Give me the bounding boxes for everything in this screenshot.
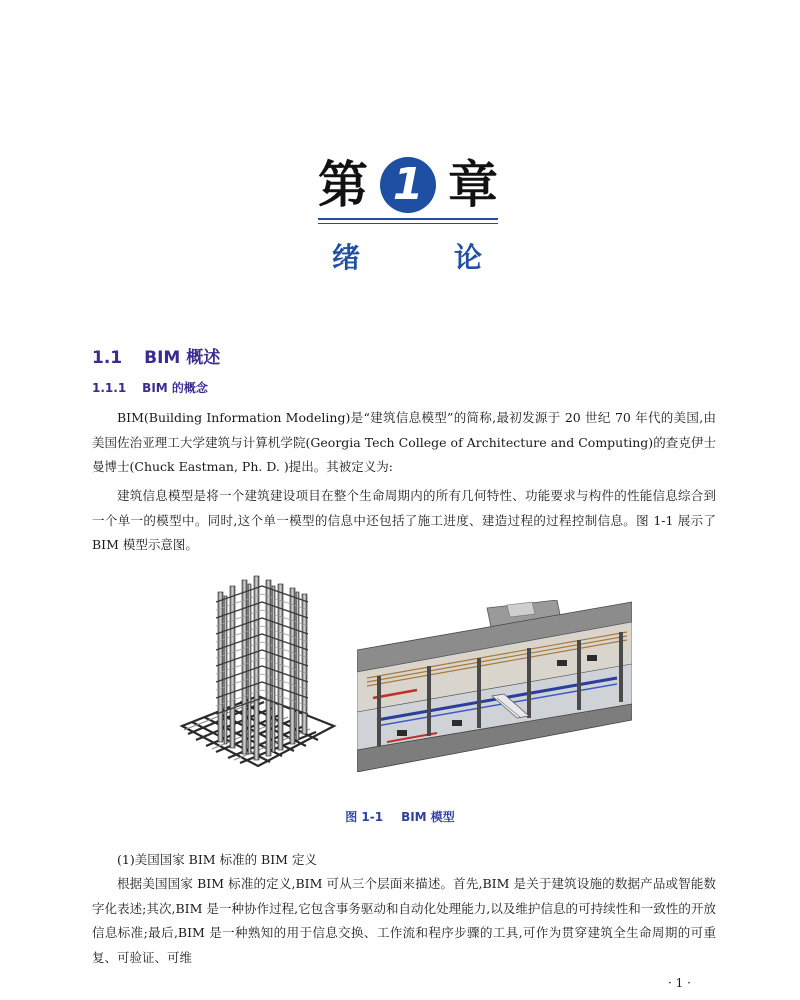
- chapter-rule-thick: [318, 218, 498, 220]
- paragraph-bim-definition: 建筑信息模型是将一个建筑建设项目在整个生命周期内的所有几何特性、功能要求与构件的性能信息综合到一个单一的模型中。同时,这个单一模型的信息中还包括了施工进度、建造过程的过程控制信息。图 1-1 展示了 BIM 模型示意图。: [92, 488, 716, 552]
- paragraph-us-standard-definition: 根据美国国家 BIM 标准的定义,BIM 可从三个层面来描述。首先,BIM 是关于建筑设施的数据产品或智能数字化表述;其次,BIM 是一种协作过程,它包含事务驱动和自动化处理能力,以及维护信息的可持续性和一致性的开放信息标准;最后,BIM 是一种熟知的用于信息交换、工作流和程序步骤的工具,可作为贯穿建筑全生命周期的可重复、可验证、可维: [92, 876, 716, 965]
- chapter-heading: [318, 150, 498, 220]
- chapter-number-badge: 1: [380, 157, 436, 213]
- chapter-title-char-2: 论: [453, 241, 484, 274]
- chapter-title-char-1: 绪: [332, 241, 363, 274]
- paragraph-bim-origin: BIM(Building Information Modeling)是“建筑信息模型”的简称,最初发源于 20 世纪 70 年代的美国,由美国佐治亚理工大学建筑与计算机学院(Georgia Tech College of Architecture and Computing)的查克伊士曼博士(Chuck Eastman, Ph. D. )提出。其被定义为:: [92, 410, 716, 474]
- steel-frame-tower-image: [178, 566, 338, 776]
- section-number: 1.1: [92, 348, 123, 368]
- chapter-prefix: 第: [318, 156, 368, 214]
- building-section-model-image: [357, 600, 632, 772]
- figure-number: 图 1-1: [345, 810, 384, 824]
- figure-title: BIM 模型: [401, 810, 455, 824]
- subsection-number: 1.1.1: [92, 381, 127, 395]
- figure-caption: [0, 808, 800, 825]
- section-title: BIM 概述: [144, 348, 221, 368]
- subsection-title: BIM 的概念: [142, 381, 208, 395]
- subsection-heading: [92, 379, 208, 396]
- page-number: · 1 ·: [668, 976, 691, 990]
- chapter-title: [318, 236, 498, 276]
- paragraph-us-standard-heading: (1)美国国家 BIM 标准的 BIM 定义: [117, 852, 317, 867]
- section-heading: [92, 343, 220, 368]
- chapter-rule-thin: [318, 223, 498, 224]
- chapter-suffix: 章: [448, 156, 498, 214]
